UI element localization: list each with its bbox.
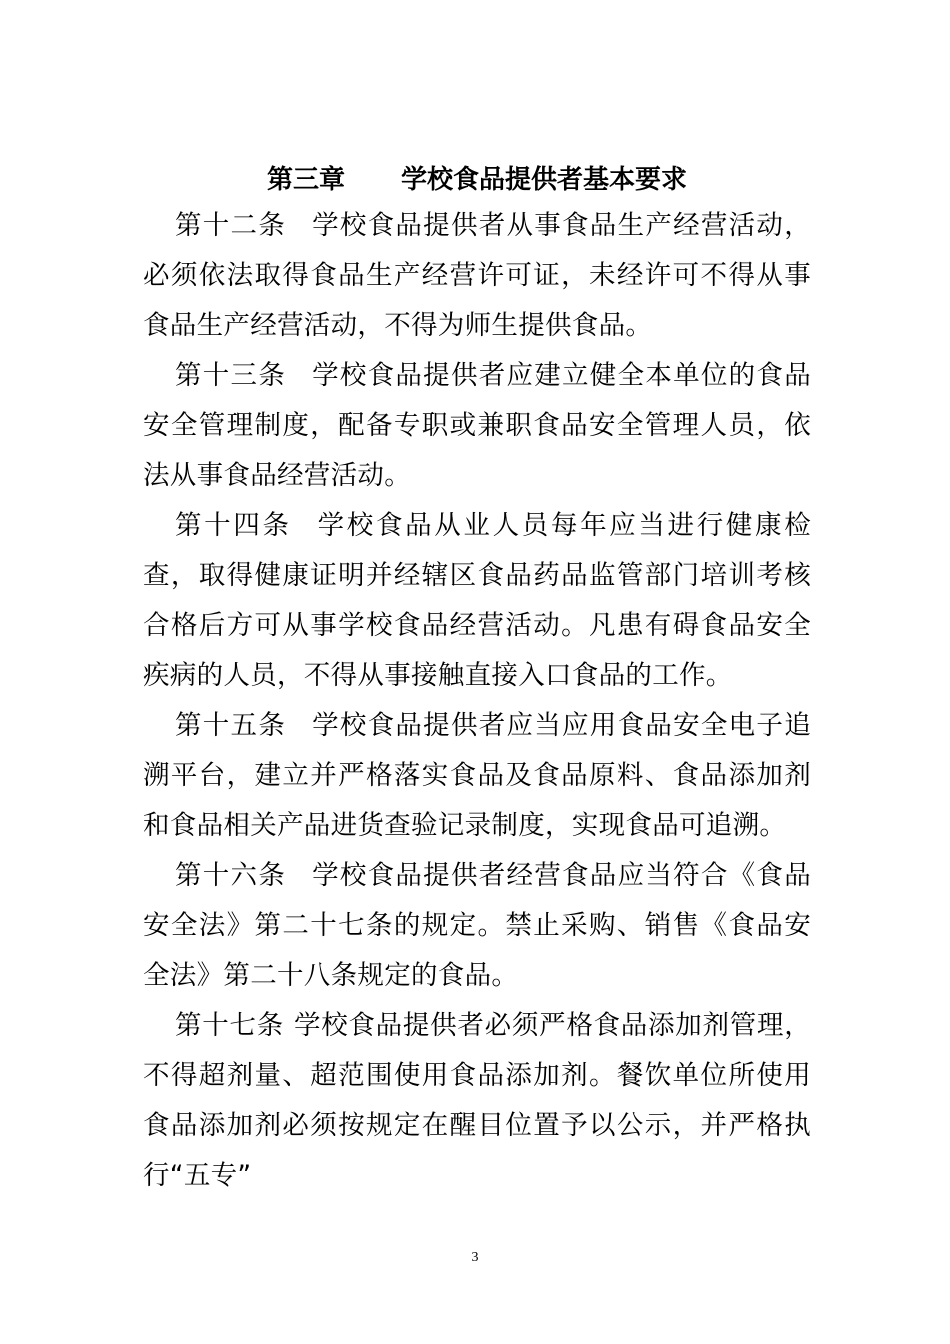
article-text: 学校食品提供者从事食品生产经营活动，必须依法取得食品生产经营许可证，未经许可不得从事食品生产经营活动，不得为师生提供食品。 [143,210,811,341]
article-text: 学校食品从业人员每年应当进行健康检查，取得健康证明并经辖区食品药品监管部门培训考核合格后方可从事学校食品经营活动。凡患有碍食品安全疾病的人员，不得从事接触直接入口食品的工作。 [143,510,811,691]
chapter-heading [143,159,811,201]
article-13 [143,351,811,501]
article-number: 第十三条 [175,360,287,391]
article-16 [143,851,811,1001]
article-text: 学校食品提供者应建立健全本单位的食品安全管理制度，配备专职或兼职食品安全管理人员，依法从事食品经营活动。 [143,360,811,491]
article-number: 第十六条 [175,860,287,891]
article-14 [143,501,811,701]
article-number: 第十五条 [175,710,287,741]
article-15 [143,701,811,851]
article-17 [143,1001,811,1201]
article-text: 学校食品提供者经营食品应当符合《食品安全法》第二十七条的规定。禁止采购、销售《食品安全法》第二十八条规定的食品。 [143,860,811,991]
article-text: 学校食品提供者必须严格食品添加剂管理，不得超剂量、超范围使用食品添加剂。餐饮单位所使用食品添加剂必须按规定在醒目位置予以公示，并严格执行“五专” [143,1010,812,1191]
page-body [143,159,811,1201]
article-number: 第十二条 [175,210,287,241]
chapter-title: 学校食品提供者基本要求 [401,165,688,195]
page-number: 3 [471,1250,479,1265]
article-number: 第十七条 [175,1010,284,1041]
chapter-number: 第三章 [266,165,345,195]
article-12 [143,201,811,351]
article-text: 学校食品提供者应当应用食品安全电子追溯平台，建立并严格落实食品及食品原料、食品添加剂和食品相关产品进货查验记录制度，实现食品可追溯。 [143,710,811,841]
article-number: 第十四条 [175,510,292,541]
